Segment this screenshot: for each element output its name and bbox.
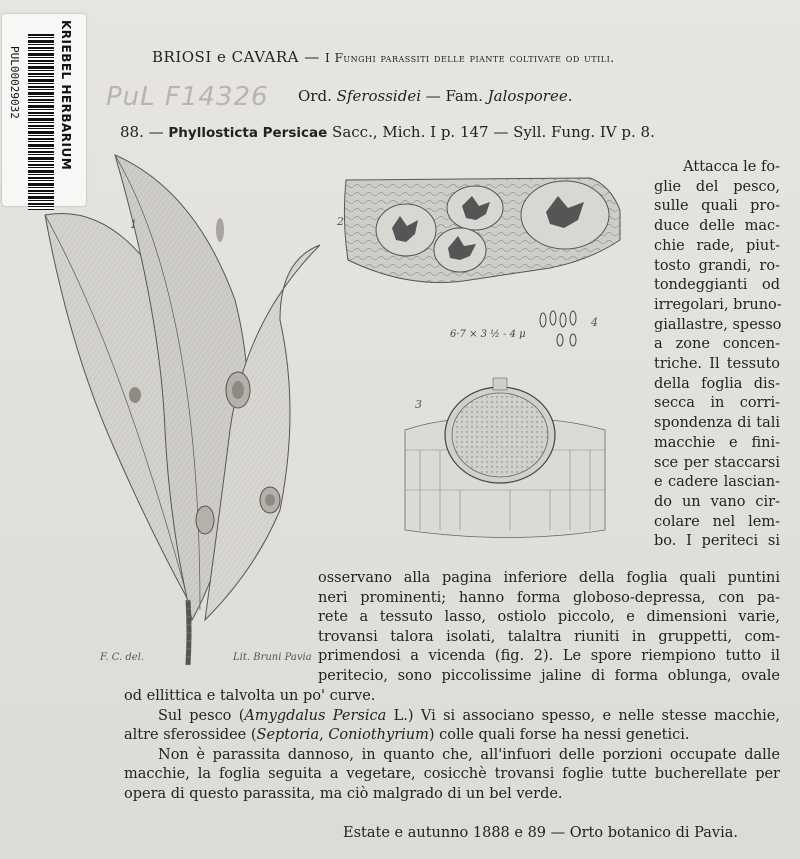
figure-number-4: 4 bbox=[591, 316, 598, 329]
paragraph-line: opera di questo parassita, ma ciò malgrado di un bel verde. bbox=[124, 785, 563, 802]
paragraph-line: Non è parassita dannoso, in quanto che, all'infuori delle porzioni occupate dalle bbox=[158, 746, 780, 763]
description-line: della foglia dis- bbox=[654, 375, 780, 392]
paragraph-line: altre sferossidee (Septoria, Coniothyrium) colle quali forse ha nessi genetici. bbox=[124, 727, 690, 744]
continuation-line: neri prominenti; hanno forma globoso-depressa, con pa- bbox=[318, 589, 780, 606]
description-line: a zone concen- bbox=[654, 336, 780, 353]
order-value: Sferossidei bbox=[336, 87, 421, 105]
description-line: bo. I periteci si bbox=[654, 533, 780, 550]
description-line: sulle quali pro- bbox=[654, 198, 780, 215]
description-continuation bbox=[318, 569, 780, 687]
continuation-line: rete a tessuto lasso, ostiolo piccolo, e dimensioni varie, bbox=[318, 609, 780, 626]
description-line: do un vano cir- bbox=[654, 493, 780, 510]
description-line: macchie e fini- bbox=[654, 434, 780, 451]
classification bbox=[298, 87, 572, 105]
paragraph-line: od ellittica e talvolta un po' curve. bbox=[124, 688, 376, 704]
figure-2-leaf-fragment bbox=[344, 178, 620, 283]
entry-number: 88. — bbox=[120, 123, 164, 141]
herbarium-name: KRIEBEL HERBARIUM bbox=[59, 20, 73, 171]
description-line: glie del pesco, bbox=[654, 178, 780, 195]
species-name: Phyllosticta Persicae bbox=[168, 125, 328, 141]
continuation-line: primendosi a vicenda (fig. 2). Le spore riempiono tutto il bbox=[318, 648, 780, 665]
description-line: chie rade, piut- bbox=[654, 237, 780, 254]
description-line: e cadere lascian- bbox=[654, 474, 780, 491]
description-line: sce per staccarsi bbox=[654, 454, 780, 471]
description-line: Attacca le fo- bbox=[683, 159, 780, 175]
continuation-line: osservano alla pagina inferiore della foglia quali puntini bbox=[318, 570, 780, 586]
collection-footer: Estate e autunno 1888 e 89 — Orto botanico di Pavia. bbox=[343, 825, 739, 841]
authors: BRIOSI e CAVARA bbox=[152, 48, 299, 66]
figure-3-section bbox=[405, 378, 605, 538]
order-label: Ord. bbox=[298, 87, 332, 105]
figure-number-2: 2 bbox=[337, 215, 344, 228]
citation: Sacc., Mich. I p. 147 — Syll. Fung. IV p. 8. bbox=[332, 123, 655, 141]
description-line: colare nel lem- bbox=[654, 513, 780, 530]
description-line: spondenza di tali bbox=[654, 415, 780, 432]
page-header bbox=[152, 48, 615, 66]
credit-lithographer: Lit. Bruni Pavia bbox=[233, 652, 312, 663]
figure-1-leaves bbox=[45, 155, 320, 665]
figure-number-3: 3 bbox=[415, 398, 422, 411]
header-separator: — bbox=[299, 48, 326, 66]
description-column bbox=[654, 158, 780, 552]
description-line: giallastre, spesso bbox=[654, 316, 782, 333]
family-label: Fam. bbox=[445, 87, 483, 105]
description-line: tondeggianti od bbox=[654, 277, 780, 294]
class-separator: — bbox=[421, 87, 446, 105]
description-paragraphs bbox=[124, 687, 780, 805]
family-value: Jalosporee. bbox=[487, 87, 573, 105]
description-line: triche. Il tessuto bbox=[654, 356, 780, 373]
series-title: I Funghi parassiti delle piante coltivate od utili. bbox=[325, 51, 615, 65]
figure-4-spores bbox=[540, 311, 576, 346]
catalog-number: PUL00029032 bbox=[8, 46, 21, 119]
credit-artist: F. C. del. bbox=[100, 652, 145, 663]
description-line: secca in corri- bbox=[654, 395, 780, 412]
spore-measurement: 6·7 × 3 ½ - 4 μ bbox=[450, 329, 526, 340]
entry-title bbox=[120, 123, 655, 141]
paragraph-line: Sul pesco (Amygdalus Persica L.) Vi si associano spesso, e nelle stesse macchie, bbox=[158, 707, 780, 724]
handwritten-code: PuL F14326 bbox=[106, 82, 269, 112]
description-line: irregolari, bruno- bbox=[654, 296, 782, 313]
continuation-line: trovansi talora isolati, talaltra riuniti in gruppetti, com- bbox=[318, 628, 780, 645]
continuation-line: peritecio, sono piccolissime jaline di forma oblunga, ovale bbox=[318, 667, 780, 684]
description-line: tosto grandi, ro- bbox=[654, 257, 780, 274]
figure-number-1: 1 bbox=[130, 218, 137, 231]
paragraph-line: macchie, la foglia seguita a vegetare, cosicchè trovansi foglie tutte bucherellate per bbox=[124, 766, 780, 783]
description-line: duce delle mac- bbox=[654, 218, 780, 235]
